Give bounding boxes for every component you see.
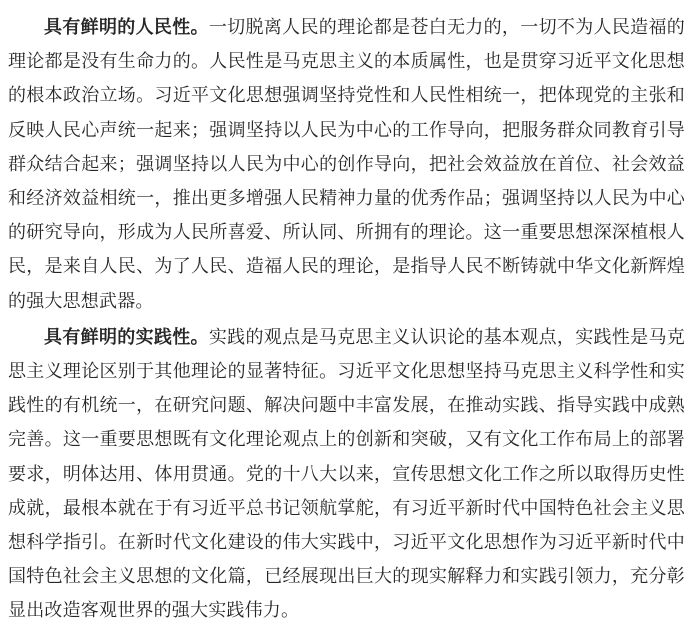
paragraph-text: 一切脱离人民的理论都是苍白无力的，一切不为人民造福的理论都是没有生命力的。人民性是马克思主义的本质属性，也是贯穿习近平文化思想的根本政治立场。习近平文化思想强调坚持党性和人民性相统一，把体现党的主张和反映人民心声统一起来；强调坚持以人民为中心的工作导向，把服务群众同教育引导群众结合起来；强调坚持以人民为中心的创作导向，把社会效益放在首位、社会效益和经济效益相统一，推出更多增强人民精神力量的优秀作品；强调坚持以人民为中心的研究导向，形成为人民所喜爱、所认同、所拥有的理论。这一重要思想深深植根人民，是来自人民、为了人民、造福人民的理论，是指导人民不断铸就中华文化新辉煌的强大思想武器。 — [8, 17, 685, 311]
paragraph-lead: 具有鲜明的人民性。 — [44, 17, 209, 37]
paragraph-text: 实践的观点是马克思主义认识论的基本观点，实践性是马克思主义理论区别于其他理论的显著特征。习近平文化思想坚持马克思主义科学性和实践性的有机统一，在研究问题、解决问题中丰富发展，在推动实践、指导实践中成熟完善。这一重要思想既有文化理论观点上的创新和突破，又有文化工作布局上的部署要求，明体达用、体用贯通。党的十八大以来，宣传思想文化工作之所以取得历史性成就，最根本就在于有习近平总书记领航掌舵，有习近平新时代中国特色社会主义思想科学指引。在新时代文化建设的伟大实践中，习近平文化思想作为习近平新时代中国特色社会主义思想的文化篇，已经展现出巨大的现实解释力和实践引领力，充分彰显出改造客观世界的强大实践伟力。 — [8, 326, 685, 621]
paragraph-practice-oriented — [8, 320, 685, 628]
paragraph-people-oriented — [8, 10, 685, 318]
paragraph-lead: 具有鲜明的实践性。 — [44, 326, 209, 347]
